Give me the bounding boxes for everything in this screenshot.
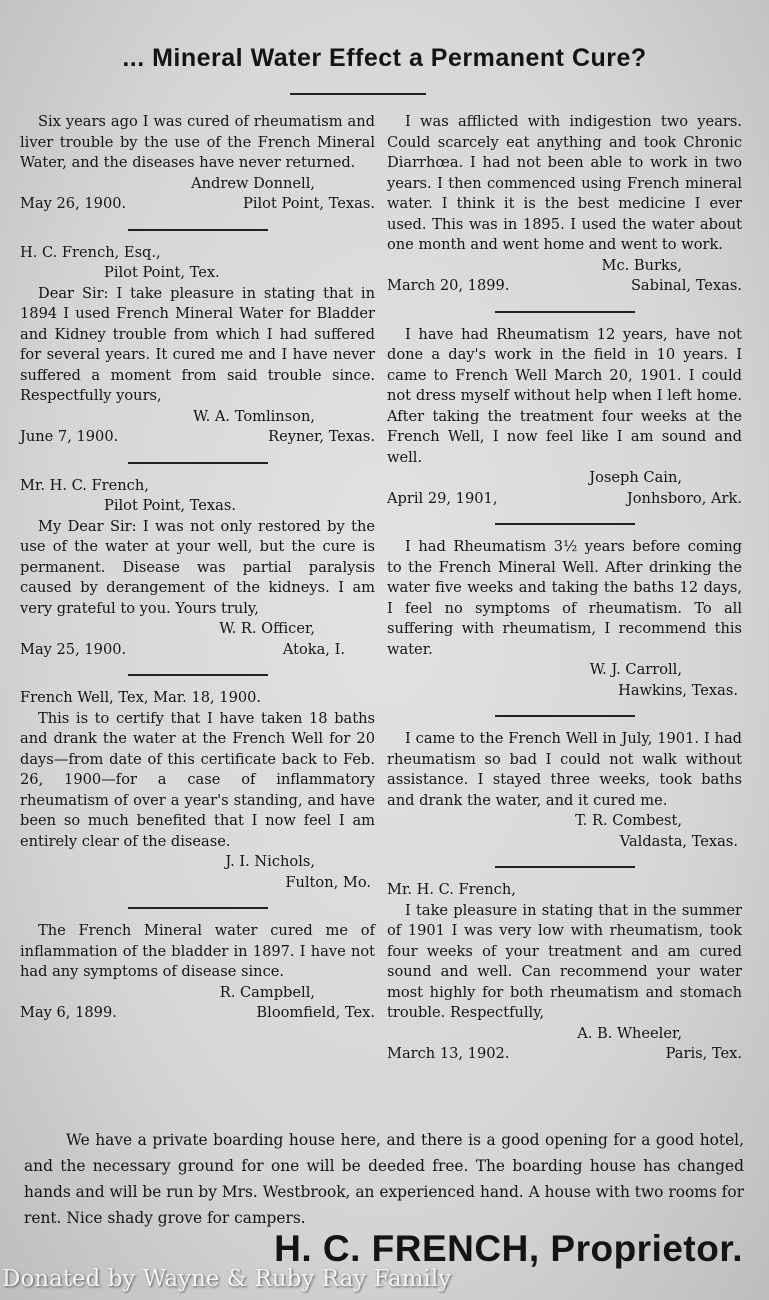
testimonial-salutation: H. C. French, Esq., <box>20 243 161 261</box>
testimonial-signature: W. R. Officer, <box>219 620 315 637</box>
testimonial-campbell <box>20 921 375 1024</box>
testimonial-date: April 29, 1901, <box>387 489 498 507</box>
testimonial-place: Reyner, Texas. <box>268 428 375 445</box>
testimonial-date: May 26, 1900. <box>20 195 127 212</box>
testimonial-signature: Joseph Cain, <box>589 469 682 486</box>
testimonial-salutation: French Well, Tex, Mar. 18, 1900. <box>20 689 262 706</box>
testimonial-salutation: Mr. H. C. French, <box>387 881 516 898</box>
testimonial-place: Bloomfield, Tex. <box>256 1004 375 1021</box>
footer-notice: We have a private boarding house here, and there is a good opening for a good hotel, and the necessary ground for one will be deeded free. The boarding house has changed hands and will be run by Mrs. Westbrook, an experienced hand. A house with two rooms for rent. Nice shady grove for campers. <box>24 1131 744 1227</box>
testimonial-text: Six years ago I was cured of rheumatism and liver trouble by the use of the French Mineral Water, and the diseases have never returned. <box>20 113 375 171</box>
column-rule <box>128 674 268 676</box>
testimonial-dateline <box>20 427 375 448</box>
column-rule <box>495 311 635 313</box>
testimonial-carroll <box>387 537 742 701</box>
testimonial-text: I had Rheumatism 3½ years before coming to the French Mineral Well. After drinking the water five weeks and taking the baths 12 days, I feel no symptoms of rheumatism. To all suffering with rheumatism, I recommend this water. <box>387 538 742 658</box>
testimonial-place: Valdasta, Texas. <box>619 832 738 850</box>
testimonial-dateline <box>387 489 742 510</box>
testimonial-place: Hawkins, Texas. <box>618 681 738 699</box>
testimonial-text: I take pleasure in stating that in the summer of 1901 I was very low with rheumatism, took four weeks of your treatment and am cured sound and well. Can recommend your water most highly for both rheumatism and stomach trouble. Respectfully, <box>387 901 742 1021</box>
testimonial-signature: Andrew Donnell, <box>191 174 315 192</box>
right-column <box>387 112 742 1065</box>
testimonial-signature: J. I. Nichols, <box>225 853 315 870</box>
column-rule <box>495 715 635 717</box>
testimonial-place: Sabinal, Texas. <box>630 277 742 294</box>
testimonial-wheeler <box>387 880 742 1065</box>
testimonial-salutation: Mr. H. C. French, <box>20 476 149 494</box>
testimonial-date: May 25, 1900. <box>20 640 127 658</box>
testimonial-officer <box>20 476 375 661</box>
donation-credit: Donated by Wayne & Ruby Ray Family <box>2 1266 452 1292</box>
testimonial-dateline <box>20 194 375 215</box>
column-rule <box>128 229 268 231</box>
testimonial-dateline <box>387 276 742 297</box>
testimonial-signature: T. R. Combest, <box>575 812 682 829</box>
testimonial-signature: A. B. Wheeler, <box>577 1024 682 1042</box>
testimonial-place: Paris, Tex. <box>665 1045 742 1062</box>
testimonial-date: March 13, 1902. <box>387 1045 510 1062</box>
testimonial-salutation-address: Pilot Point, Texas. <box>104 497 236 514</box>
testimonial-signature: R. Campbell, <box>219 983 315 1001</box>
testimonial-signature: W. J. Carroll, <box>589 661 682 678</box>
testimonial-dateline <box>20 640 375 661</box>
testimonial-dateline <box>20 1003 375 1024</box>
testimonial-text: I have had Rheumatism 12 years, have not done a day's work in the field in 10 years. I came to French Well March 20, 1901. I could not dress myself without help when I left home. After taking the treatment four weeks at the French Well, I now feel like I am sound and well. <box>387 325 742 466</box>
testimonial-text: The French Mineral water cured me of inflammation of the bladder in 1897. I have not had any symptoms of disease since. <box>20 922 375 980</box>
testimonial-text: This is to certify that I have taken 18 baths and drank the water at the French Well for 20 days—from date of this certificate back to Feb. 26, 1900—for a case of inflammatory rheumatism of over a year's standing, and have been so much benefited that I now feel I am entirely clear of the disease. <box>20 709 375 850</box>
left-column <box>20 112 375 1024</box>
testimonial-dateline <box>387 1044 742 1065</box>
testimonial-nichols <box>20 688 375 893</box>
proprietor-line: H. C. FRENCH, Proprietor. <box>274 1228 743 1269</box>
headline: ... Mineral Water Effect a Permanent Cure? <box>122 44 647 72</box>
testimonial-date: June 7, 1900. <box>20 428 119 445</box>
testimonial-place: Atoka, I. <box>282 640 345 658</box>
testimonial-text: Dear Sir: I take pleasure in stating that in 1894 I used French Mineral Water for Bladder and Kidney trouble from which I had suffered for several years. It cured me and I have never suffered a moment from said trouble since. Respectfully yours, <box>20 284 375 404</box>
testimonial-signature: Mc. Burks, <box>601 256 682 274</box>
testimonial-cain <box>387 325 742 510</box>
testimonial-text: My Dear Sir: I was not only restored by the use of the water at your well, but the cure is permanent. Disease was partial paralysis caused by derangement of the kidneys. I am very grateful to you. Yours truly, <box>20 517 375 617</box>
testimonial-combest <box>387 729 742 852</box>
testimonial-place: Pilot Point, Texas. <box>243 195 375 212</box>
testimonial-burks <box>387 112 742 297</box>
headline-rule <box>290 93 426 95</box>
testimonial-text: I was afflicted with indigestion two years. Could scarcely eat anything and took Chronic Diarrhœa. I had not been able to work in two years. I then commenced using French mineral water. I think it is the best medicine I ever used. This was in 1895. I used the water about one month and went home and went to work. <box>387 113 742 253</box>
column-rule <box>495 523 635 525</box>
testimonial-date: May 6, 1899. <box>20 1004 117 1021</box>
testimonial-place: Fulton, Mo. <box>285 873 371 891</box>
testimonial-donnell <box>20 112 375 215</box>
testimonial-signature: W. A. Tomlinson, <box>193 407 315 425</box>
column-rule <box>128 462 268 464</box>
testimonial-tomlinson <box>20 243 375 448</box>
column-rule <box>495 866 635 868</box>
testimonial-text: I came to the French Well in July, 1901. I had rheumatism so bad I could not walk without assistance. I stayed three weeks, took baths and drank the water, and it cured me. <box>387 730 742 809</box>
testimonial-salutation-address: Pilot Point, Tex. <box>104 264 220 281</box>
testimonial-date: March 20, 1899. <box>387 277 510 294</box>
column-rule <box>128 907 268 909</box>
testimonial-place: Jonhsboro, Ark. <box>626 489 742 507</box>
